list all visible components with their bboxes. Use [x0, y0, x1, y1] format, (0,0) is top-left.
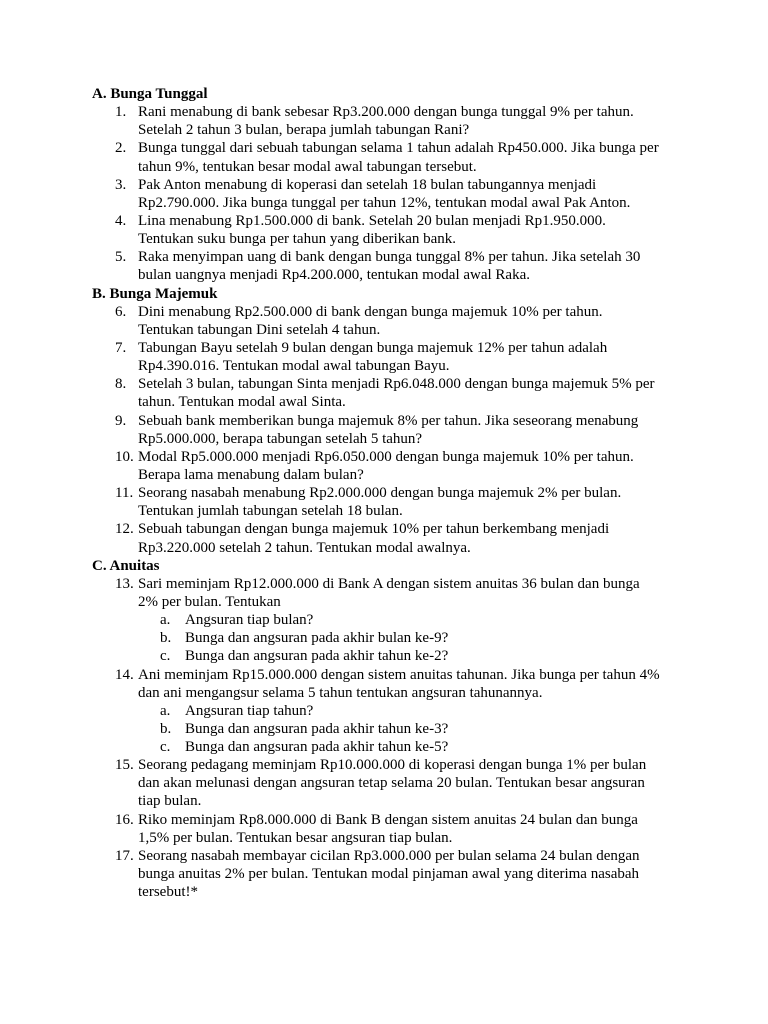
item-text-line: Seorang nasabah membayar cicilan Rp3.000.000 per bulan selama 24 bulan dengan — [138, 847, 640, 864]
item-text-line: tahun 9%, tentukan besar modal awal tabungan tersebut. — [138, 158, 477, 175]
item-number: 9. — [115, 412, 127, 429]
sub-item-text: Bunga dan angsuran pada akhir tahun ke-5? — [185, 739, 449, 756]
item-text-line: Seorang pedagang meminjam Rp10.000.000 di koperasi dengan bunga 1% per bulan — [138, 757, 647, 774]
item-text-line: dan ani mengangsur selama 5 tahun tentukan angsuran tahunannya. — [138, 684, 543, 701]
list-item — [92, 303, 692, 339]
item-text — [138, 139, 692, 175]
item-text-line: Tentukan suku bunga per tahun yang diberikan bank. — [138, 231, 457, 248]
sub-item-text: Bunga dan angsuran pada akhir tahun ke-2? — [185, 648, 449, 665]
item-text-line: tahun. Tentukan modal awal Sinta. — [138, 394, 346, 411]
item-text-line: Berapa lama menabung dalam bulan? — [138, 466, 364, 483]
item-text — [138, 575, 692, 611]
sub-item-letter: c. — [160, 739, 171, 756]
item-text-line: Raka menyimpan uang di bank dengan bunga tunggal 8% per tahun. Jika setelah 30 — [138, 249, 641, 266]
item-text — [138, 212, 692, 248]
sub-item — [160, 611, 692, 629]
item-text — [138, 847, 692, 901]
item-text-line: Tabungan Bayu setelah 9 bulan dengan bunga majemuk 12% per tahun adalah — [138, 339, 608, 356]
item-text-line: Tentukan tabungan Dini setelah 4 tahun. — [138, 321, 381, 338]
item-text — [138, 448, 692, 484]
item-text-line: Seorang nasabah menabung Rp2.000.000 dengan bunga majemuk 2% per bulan. — [138, 485, 622, 502]
item-text-line: dan akan melunasi dengan angsuran tetap selama 20 bulan. Tentukan besar angsuran — [138, 775, 645, 792]
item-number: 14. — [115, 666, 134, 683]
sub-item-letter: b. — [160, 630, 172, 647]
item-text — [138, 811, 692, 847]
list-item — [92, 520, 692, 556]
item-number: 12. — [115, 521, 134, 538]
item-number: 7. — [115, 339, 127, 356]
list-item — [92, 139, 692, 175]
item-text-line: Rani menabung di bank sebesar Rp3.200.000 dengan bunga tunggal 9% per tahun. — [138, 104, 634, 121]
item-number: 17. — [115, 847, 134, 864]
item-text-line: Modal Rp5.000.000 menjadi Rp6.050.000 dengan bunga majemuk 10% per tahun. — [138, 448, 634, 465]
sub-item — [160, 702, 692, 720]
item-text-line: Rp2.790.000. Jika bunga tunggal per tahun 12%, tentukan modal awal Pak Anton. — [138, 194, 631, 211]
document-content — [92, 85, 692, 901]
item-text-line: tersebut!* — [138, 884, 198, 901]
item-text-line: Rp4.390.016. Tentukan modal awal tabungan Bayu. — [138, 358, 450, 375]
item-number: 15. — [115, 757, 134, 774]
list-item — [92, 811, 692, 847]
sub-item-letter: b. — [160, 720, 172, 737]
item-text-line: Sari meminjam Rp12.000.000 di Bank A dengan sistem anuitas 36 bulan dan bunga — [138, 575, 640, 592]
section-heading: C. Anuitas — [92, 557, 160, 574]
section-heading: A. Bunga Tunggal — [92, 86, 208, 102]
item-text-line: Sebuah bank memberikan bunga majemuk 8% per tahun. Jika seseorang menabung — [138, 412, 639, 429]
list-item — [92, 375, 692, 411]
sub-item-letter: a. — [160, 702, 171, 719]
item-text — [138, 756, 692, 810]
item-number: 6. — [115, 303, 127, 320]
list-item — [92, 176, 692, 212]
list-item — [92, 339, 692, 375]
list-item — [92, 248, 692, 284]
section-bunga-tunggal — [92, 85, 692, 285]
item-number: 1. — [115, 104, 127, 121]
item-text-line: Setelah 2 tahun 3 bulan, berapa jumlah tabungan Rani? — [138, 122, 470, 139]
list-item — [92, 448, 692, 484]
item-text — [138, 176, 692, 212]
item-number: 11. — [115, 485, 134, 502]
list-item — [92, 666, 692, 702]
section-heading: B. Bunga Majemuk — [92, 285, 218, 302]
item-text-line: tiap bulan. — [138, 793, 202, 810]
sub-item-text: Bunga dan angsuran pada akhir bulan ke-9? — [185, 630, 449, 647]
sub-item — [160, 629, 692, 647]
sub-item — [160, 738, 692, 756]
item-text-line: Pak Anton menabung di koperasi dan setelah 18 bulan tabungannya menjadi — [138, 176, 597, 193]
item-number: 3. — [115, 176, 127, 193]
item-text-line: 2% per bulan. Tentukan — [138, 593, 281, 610]
sub-item-letter: c. — [160, 648, 171, 665]
item-text-line: Ani meminjam Rp15.000.000 dengan sistem anuitas tahunan. Jika bunga per tahun 4% — [138, 666, 660, 683]
section-bunga-majemuk — [92, 285, 692, 557]
item-text-line: Riko meminjam Rp8.000.000 di Bank B dengan sistem anuitas 24 bulan dan bunga — [138, 811, 638, 828]
list-item — [92, 212, 692, 248]
item-text — [138, 103, 692, 139]
item-text — [138, 339, 692, 375]
item-text — [138, 484, 692, 520]
item-text-line: Rp5.000.000, berapa tabungan setelah 5 tahun? — [138, 430, 423, 447]
sub-item — [160, 647, 692, 665]
sub-item — [160, 720, 692, 738]
list-item — [92, 575, 692, 611]
sub-item-text: Angsuran tiap tahun? — [185, 702, 314, 719]
item-text — [138, 666, 692, 702]
item-number: 4. — [115, 212, 127, 229]
sub-item-text: Bunga dan angsuran pada akhir tahun ke-3? — [185, 720, 449, 737]
sub-item-text: Angsuran tiap bulan? — [185, 612, 314, 629]
item-text — [138, 303, 692, 339]
item-number: 8. — [115, 376, 127, 393]
item-text-line: 1,5% per bulan. Tentukan besar angsuran tiap bulan. — [138, 829, 453, 846]
item-text — [138, 375, 692, 411]
item-number: 5. — [115, 249, 127, 266]
item-text-line: Bunga tunggal dari sebuah tabungan selama 1 tahun adalah Rp450.000. Jika bunga per — [138, 140, 659, 157]
item-text — [138, 412, 692, 448]
sub-item-letter: a. — [160, 612, 171, 629]
item-text-line: Tentukan jumlah tabungan setelah 18 bulan. — [138, 503, 403, 520]
list-item — [92, 484, 692, 520]
item-text-line: bunga anuitas 2% per bulan. Tentukan modal pinjaman awal yang diterima nasabah — [138, 866, 640, 883]
item-text-line: Rp3.220.000 setelah 2 tahun. Tentukan modal awalnya. — [138, 539, 471, 556]
item-number: 16. — [115, 811, 134, 828]
item-text-line: Dini menabung Rp2.500.000 di bank dengan bunga majemuk 10% per tahun. — [138, 303, 603, 320]
list-item — [92, 412, 692, 448]
item-number: 10. — [115, 448, 134, 465]
item-number: 13. — [115, 575, 134, 592]
section-anuitas — [92, 557, 692, 902]
list-item — [92, 103, 692, 139]
item-text-line: Setelah 3 bulan, tabungan Sinta menjadi Rp6.048.000 dengan bunga majemuk 5% per — [138, 376, 655, 393]
item-text — [138, 520, 692, 556]
item-text-line: Sebuah tabungan dengan bunga majemuk 10% per tahun berkembang menjadi — [138, 521, 610, 538]
item-text-line: Lina menabung Rp1.500.000 di bank. Setelah 20 bulan menjadi Rp1.950.000. — [138, 212, 606, 229]
list-item — [92, 847, 692, 901]
item-text-line: bulan uangnya menjadi Rp4.200.000, tentukan modal awal Raka. — [138, 267, 530, 284]
item-text — [138, 248, 692, 284]
list-item — [92, 756, 692, 810]
item-number: 2. — [115, 140, 127, 157]
